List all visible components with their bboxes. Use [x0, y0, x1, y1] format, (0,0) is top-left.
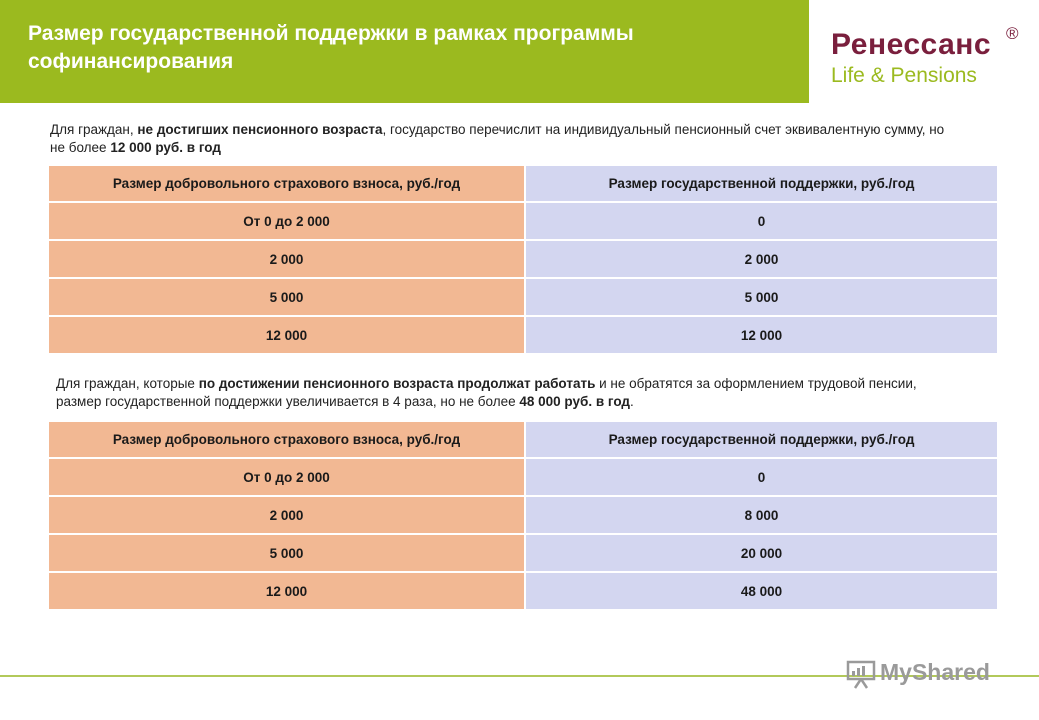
table-header-row [48, 421, 998, 458]
column-header-contribution: Размер добровольного страхового взноса, руб./год [48, 421, 525, 458]
support-cell: 20 000 [525, 534, 998, 572]
intro-bold: по достижении пенсионного возраста продолжат работать [198, 376, 596, 391]
logo-name: Ренессанс [831, 28, 992, 61]
intro-bold: 12 000 руб. в год [110, 140, 221, 155]
table-header-row [48, 165, 998, 202]
support-cell: 5 000 [525, 278, 998, 316]
support-cell: 2 000 [525, 240, 998, 278]
intro-text: . [629, 394, 634, 409]
watermark-text: MyShared [880, 659, 990, 685]
header-bar [0, 0, 1039, 103]
contribution-cell: 12 000 [48, 316, 525, 354]
table-row [48, 458, 998, 496]
registered-mark: ® [1006, 24, 1019, 43]
table-row [48, 496, 998, 534]
intro-text: , государство перечислит на индивидуальный пенсионный счет эквивалентную сумму, но не более [50, 122, 945, 155]
support-cell: 48 000 [525, 572, 998, 610]
support-cell: 8 000 [525, 496, 998, 534]
watermark [846, 657, 1016, 691]
table-row [48, 240, 998, 278]
table-row [48, 202, 998, 240]
contribution-cell: От 0 до 2 000 [48, 202, 525, 240]
support-cell: 0 [525, 202, 998, 240]
column-header-support: Размер государственной поддержки, руб./год [525, 165, 998, 202]
table-row [48, 316, 998, 354]
contribution-cell: 12 000 [48, 572, 525, 610]
contribution-cell: 2 000 [48, 496, 525, 534]
intro-bold: не достигших пенсионного возраста [137, 122, 383, 137]
intro-bold: 48 000 руб. в год [519, 394, 630, 409]
presentation-board-icon [846, 659, 876, 689]
table-row [48, 572, 998, 610]
support-table-1 [47, 164, 999, 355]
column-header-support: Размер государственной поддержки, руб./год [525, 421, 998, 458]
contribution-cell: 5 000 [48, 534, 525, 572]
contribution-cell: От 0 до 2 000 [48, 458, 525, 496]
intro-text: и не обратятся за оформлением трудовой пенсии, размер государственной поддержки увеличивается в 4 раза, но не более [56, 376, 917, 409]
support-table-2 [47, 420, 999, 611]
section2-intro [56, 375, 956, 411]
intro-text: Для граждан, [50, 122, 138, 137]
section1-intro [50, 121, 950, 157]
logo [809, 0, 1039, 103]
logo-subtitle: Life & Pensions [831, 64, 977, 87]
intro-text: Для граждан, которые [56, 376, 199, 391]
contribution-cell: 5 000 [48, 278, 525, 316]
page-title: Размер государственной поддержки в рамках программы софинансирования [28, 22, 634, 73]
support-cell: 0 [525, 458, 998, 496]
column-header-contribution: Размер добровольного страхового взноса, руб./год [48, 165, 525, 202]
support-cell: 12 000 [525, 316, 998, 354]
table-row [48, 534, 998, 572]
contribution-cell: 2 000 [48, 240, 525, 278]
table-row [48, 278, 998, 316]
